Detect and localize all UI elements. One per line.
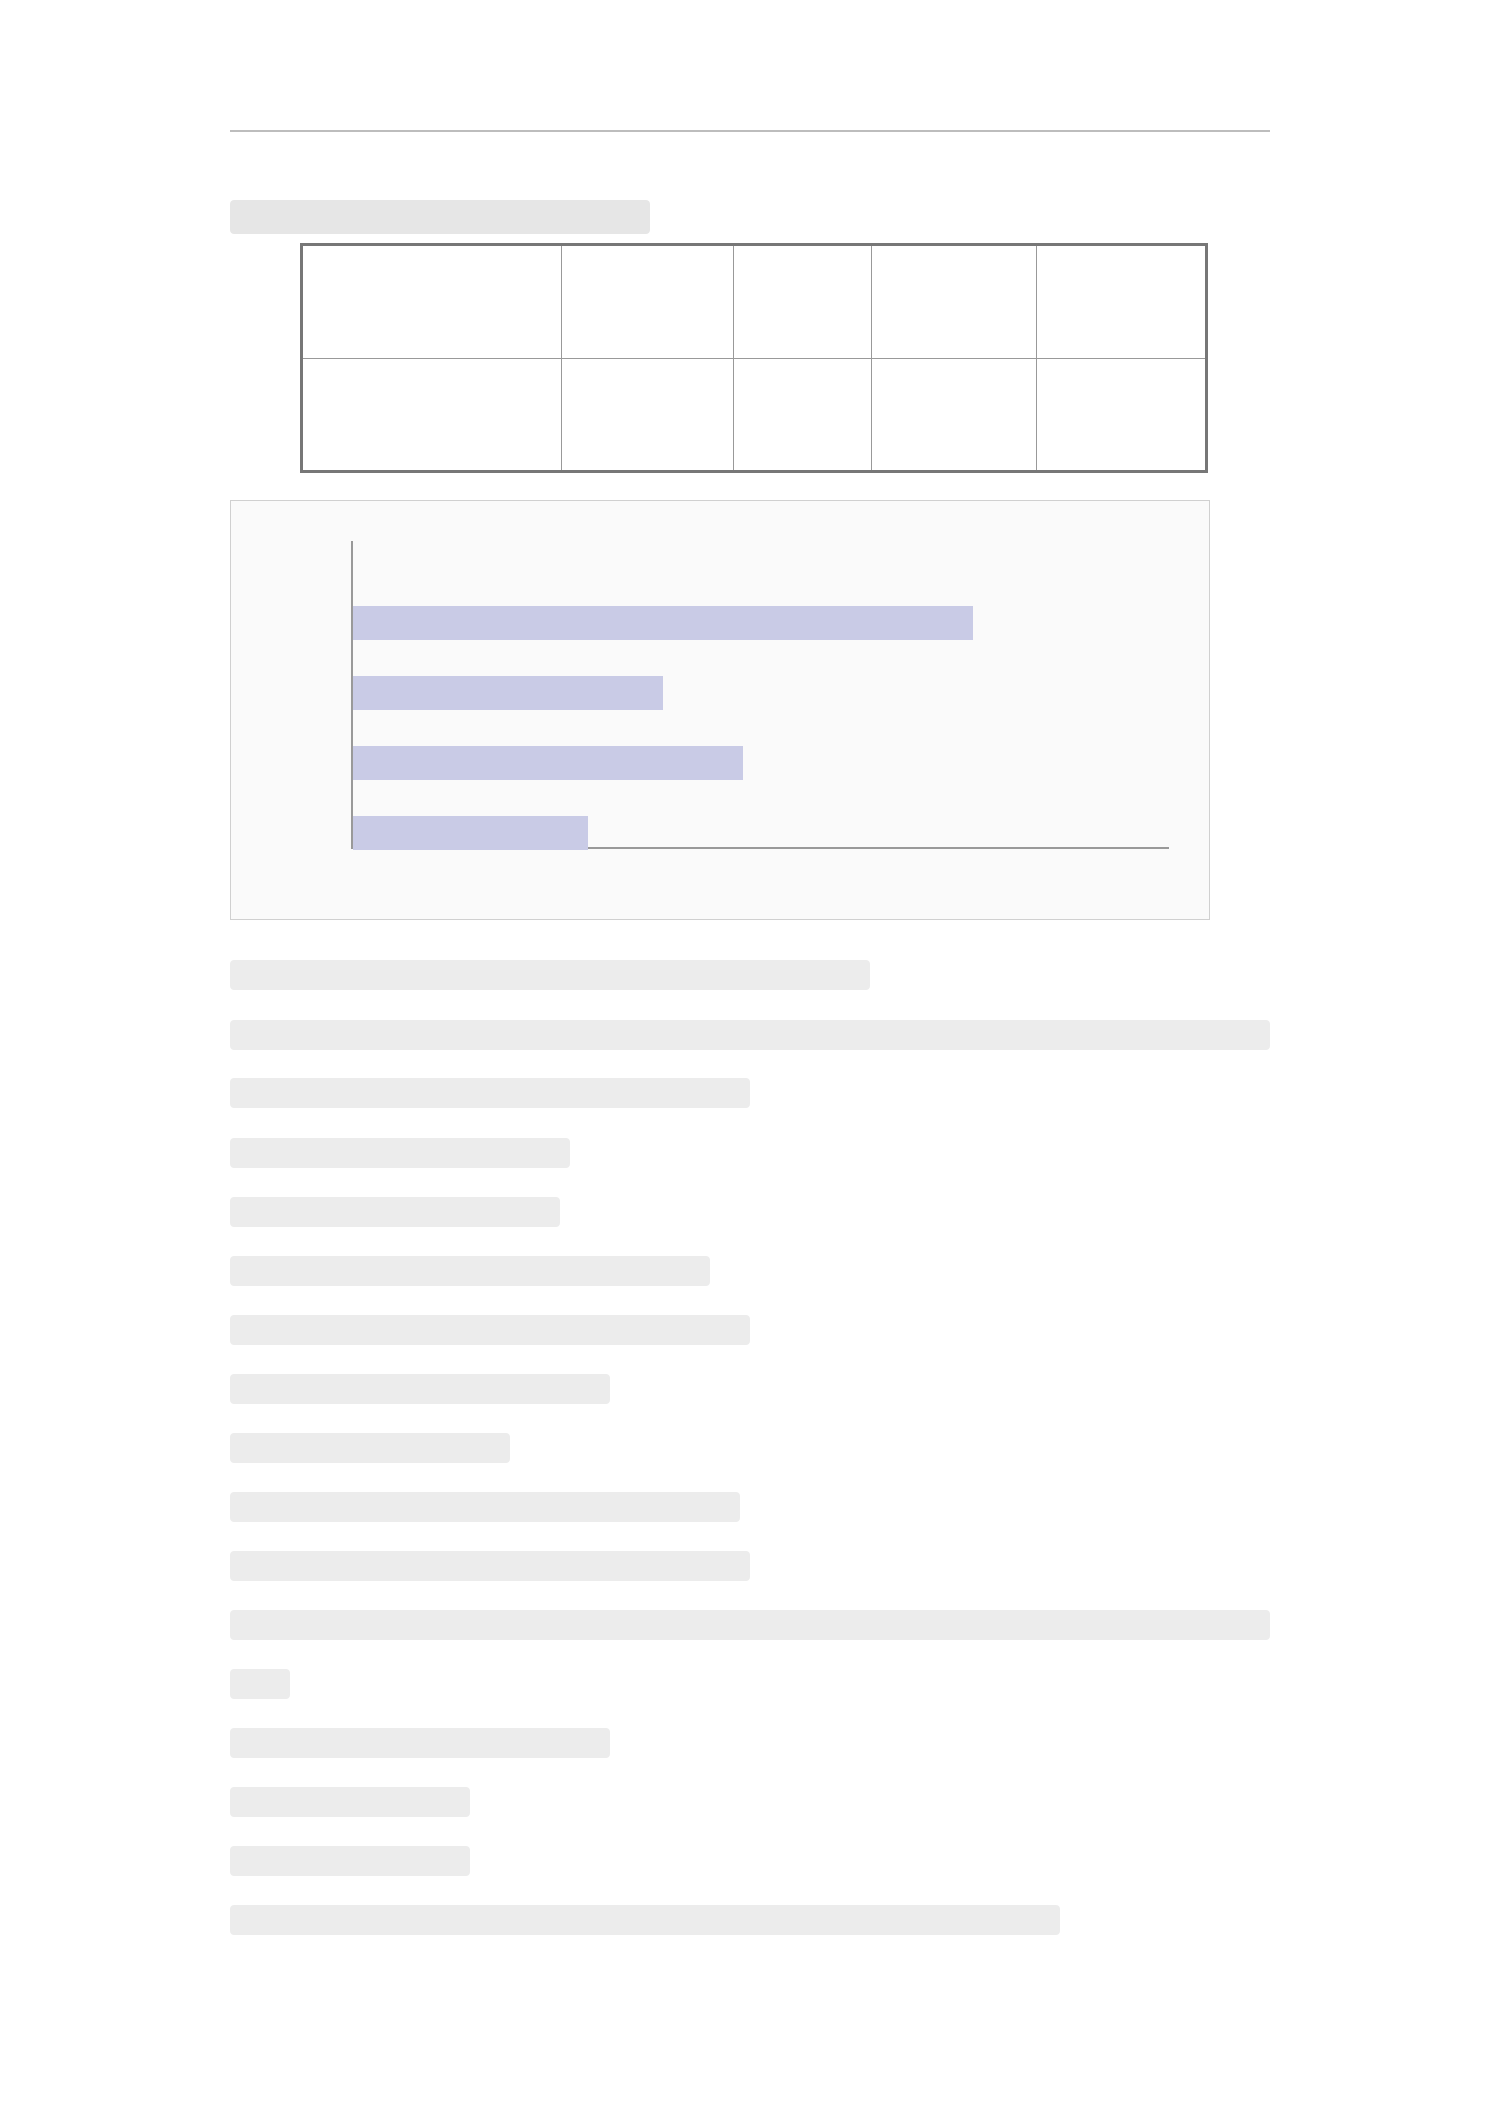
text-line-block <box>230 1020 1270 1050</box>
text-line-block <box>230 1197 560 1227</box>
text-line-block <box>230 1610 1270 1640</box>
table-divider <box>303 358 1205 359</box>
text-line-block <box>230 1551 750 1581</box>
text-line-block <box>230 1669 290 1699</box>
text-line-block <box>230 1846 470 1876</box>
table-divider <box>1036 246 1037 470</box>
text-line-block <box>230 1078 750 1108</box>
table-divider <box>561 246 562 470</box>
text-line-block <box>230 1492 740 1522</box>
chart-bar <box>353 606 973 640</box>
text-line-block <box>230 1433 510 1463</box>
text-line-block <box>230 1315 750 1345</box>
text-line-block <box>230 1374 610 1404</box>
text-line-block <box>230 1787 470 1817</box>
text-line-block <box>230 1138 570 1168</box>
chart-bar <box>353 816 588 850</box>
section-heading-block <box>230 200 650 234</box>
text-line-block <box>230 960 870 990</box>
text-line-block <box>230 1905 1060 1935</box>
table-divider <box>733 246 734 470</box>
table-divider <box>871 246 872 470</box>
chart-bar <box>353 746 743 780</box>
bar-chart-block <box>230 500 1210 920</box>
text-line-block <box>230 1256 710 1286</box>
data-table-block <box>300 243 1208 473</box>
chart-bar <box>353 676 663 710</box>
header-rule <box>230 130 1270 144</box>
text-line-block <box>230 1728 610 1758</box>
